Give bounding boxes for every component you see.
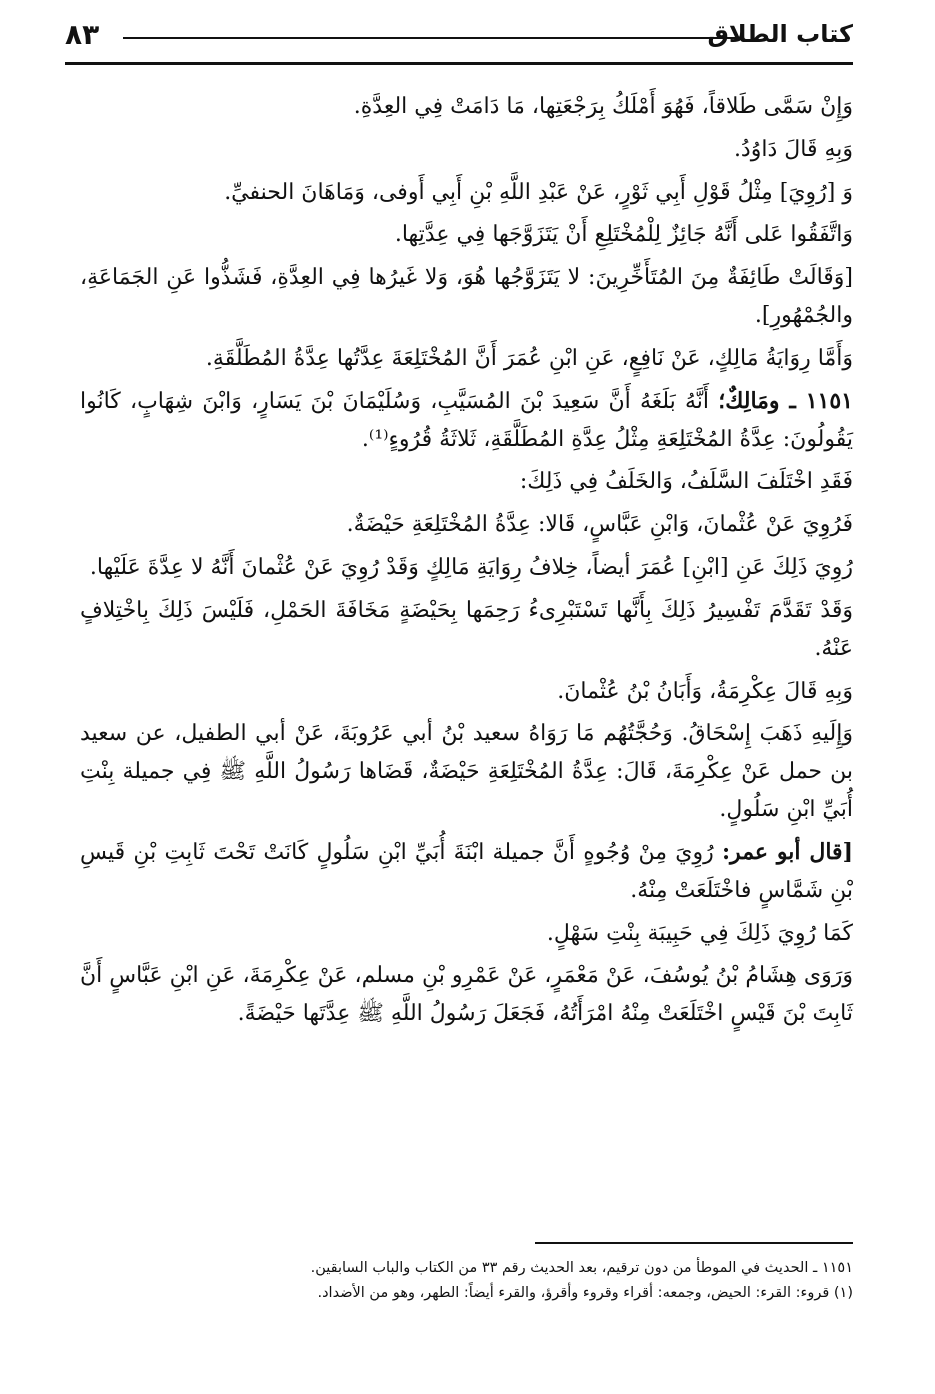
paragraph: وَقَدْ تَقَدَّمَ تَفْسِيرُ ذَلِكَ بِأَنَّها تَسْتَبْرِىءُ رَحِمَها بِحَيْضَةٍ مَخَافَةَ الحَمْلِ، فَلَيْسَ ذَلِكَ بِاخْتِلافٍ عَنْهُ. (80, 597, 853, 661)
paragraph: وَأَمَّا رِوَايَةُ مَالِكٍ، عَنْ نَافِعٍ، عَنِ ابْنِ عُمَرَ أَنَّ المُخْتَلِعَةَ عِدَّتُها عِدَّةُ المُطَلَّقَةِ. (205, 345, 853, 371)
paragraph: وَرَوَى هِشَامُ بْنُ يُوسُفَ، عَنْ مَعْمَرٍ، عَنْ عَمْرِو بْنِ مسلم، عَنْ عِكْرِمَةَ، عَنِ ابْنِ عَبَّاسٍ أَنَّ ثَابِتَ بْنَ قَيْسٍ اخْتَلَعَتْ مِنْهُ امْرَأَتُهُ، فَجَعَلَ رَسُولُ اللَّهِ ﷺ عِدَّتَها حَيْضَةً. (80, 963, 853, 1027)
paragraph: وَبِهِ قَالَ دَاوُدُ. (733, 136, 853, 162)
page-number: ٨٣ (65, 18, 100, 51)
paragraph: وَإِلَيهِ ذَهَبَ إِسْحَاقُ. وَحُجَّتُهُم مَا رَوَاهُ سعيد بْنُ أبي عَرُوبَةَ، عَنْ أبي الطفيل، عن سعيد بن حمل عَنْ عِكْرِمَةَ، قَالَ: عِدَّةُ المُخْتَلِعَةِ حَيْضَةٌ، قَضَاها رَسُولُ اللَّهِ ﷺ فِي جميلة بِنْتِ أُبَيِّ ابْنِ سَلُولٍ. (80, 721, 853, 823)
header-thin-rule (123, 37, 737, 39)
paragraph: وَاتَّفَقُوا عَلى أَنَّهُ جَائِزٌ لِلْمُخْتَلِعِ أَنْ يَتَزَوَّجَها فِي عِدَّتِها. (394, 222, 853, 248)
paragraph: وَ [رُوِيَ] مِثْلُ قَوْلِ أَبِي ثَوْرٍ، عَنْ عَبْدِ اللَّهِ بْنِ أَبِي أَوفى، وَمَاهَانَ الحنفيِّ. (224, 179, 853, 205)
chapter-title: كتاب الطلاق (707, 20, 853, 48)
paragraph: فَرُوِيَ عَنْ عُثْمانَ، وَابْنِ عَبَّاسٍ، قَالا: عِدَّةُ المُخْتَلِعَةِ حَيْضَةٌ. (346, 512, 853, 538)
footnote: (١) قروء: القرء: الحيض، وجمعه: أقراء وقروء وأقرؤ، والقرء أيضاً: الطهر، وهو من الأضداد. (317, 1285, 853, 1302)
footnote: ١١٥١ ـ الحديث في الموطأ من دون ترقيم، بعد الحديث رقم ٣٣ من الكتاب والباب السابقين. (310, 1260, 853, 1276)
footnotes (80, 1256, 853, 1307)
paragraph: وَبِهِ قَالَ عِكْرِمَةُ، وَأَبَانُ بْنُ عُثْمانَ. (557, 678, 853, 704)
hadith-number: ١١٥١ ـ ومَالِكٌ؛ (718, 387, 853, 414)
speaker-label: [قال أبو عمر: (721, 838, 853, 865)
paragraph: وَإِنْ سَمَّى طَلاقاً، فَهُوَ أَمْلَكُ بِرَجْعَتِها، مَا دَامَتْ فِي العِدَّةِ. (353, 94, 853, 119)
paragraph: [وَقَالَتْ طَائِفَةٌ مِنَ المُتَأَخِّرِينَ: لا يَتَزَوَّجُها هُوَ، وَلا غَيرُها فِي العِدَّةِ، فَشَذُّوا عَنِ الجَمَاعَةِ، والجُمْهُورِ]. (80, 265, 853, 329)
main-text (80, 88, 853, 1038)
paragraph-text: أَنَّهُ بَلَغَهُ أَنَّ سَعِيدَ بْنَ المُسَيَّبِ، وَسُلَيْمَانَ بْنَ يَسَارٍ، وَابْنَ شِهَابٍ، كَانُوا يَقُولُونَ: عِدَّةُ المُخْتَلِعَةِ مِثْلُ عِدَّةِ المُطَلَّقَةِ، ثَلاثَةُ قُرُوءٍ⁽¹⁾. (80, 388, 853, 452)
header-rule (65, 62, 853, 65)
paragraph: فَقَدِ اخْتَلَفَ السَّلَفُ، وَالخَلَفُ فِي ذَلِكَ: (519, 469, 853, 495)
paragraph: كَمَا رُوِيَ ذَلِكَ فِي حَبِيبَة بِنْتِ سَهْلٍ. (546, 920, 853, 946)
abu-umar-paragraph (80, 834, 853, 910)
paragraph: رُوِيَ ذَلِكَ عَنِ [ابْنِ] عُمَرَ أيضاً، خِلافُ رِوَايَةِ مَالِكٍ وَقَدْ رُوِيَ عَنْ عُثْمانَ أَنَّهُ لا عِدَّةَ عَلَيْها. (89, 555, 853, 581)
hadith-paragraph (80, 383, 853, 459)
footnote-rule (535, 1242, 853, 1244)
paragraph-text: رُوِيَ مِنْ وُجُوهٍ أَنَّ جميلة ابْنَةَ أُبَيِّ ابْنِ سَلُولٍ كَانَتْ تَحْتَ ثَابِتِ بْنِ قَيسِ بْنِ شَمَّاسٍ فاخْتَلَعَتْ مِنْهُ. (80, 839, 853, 903)
